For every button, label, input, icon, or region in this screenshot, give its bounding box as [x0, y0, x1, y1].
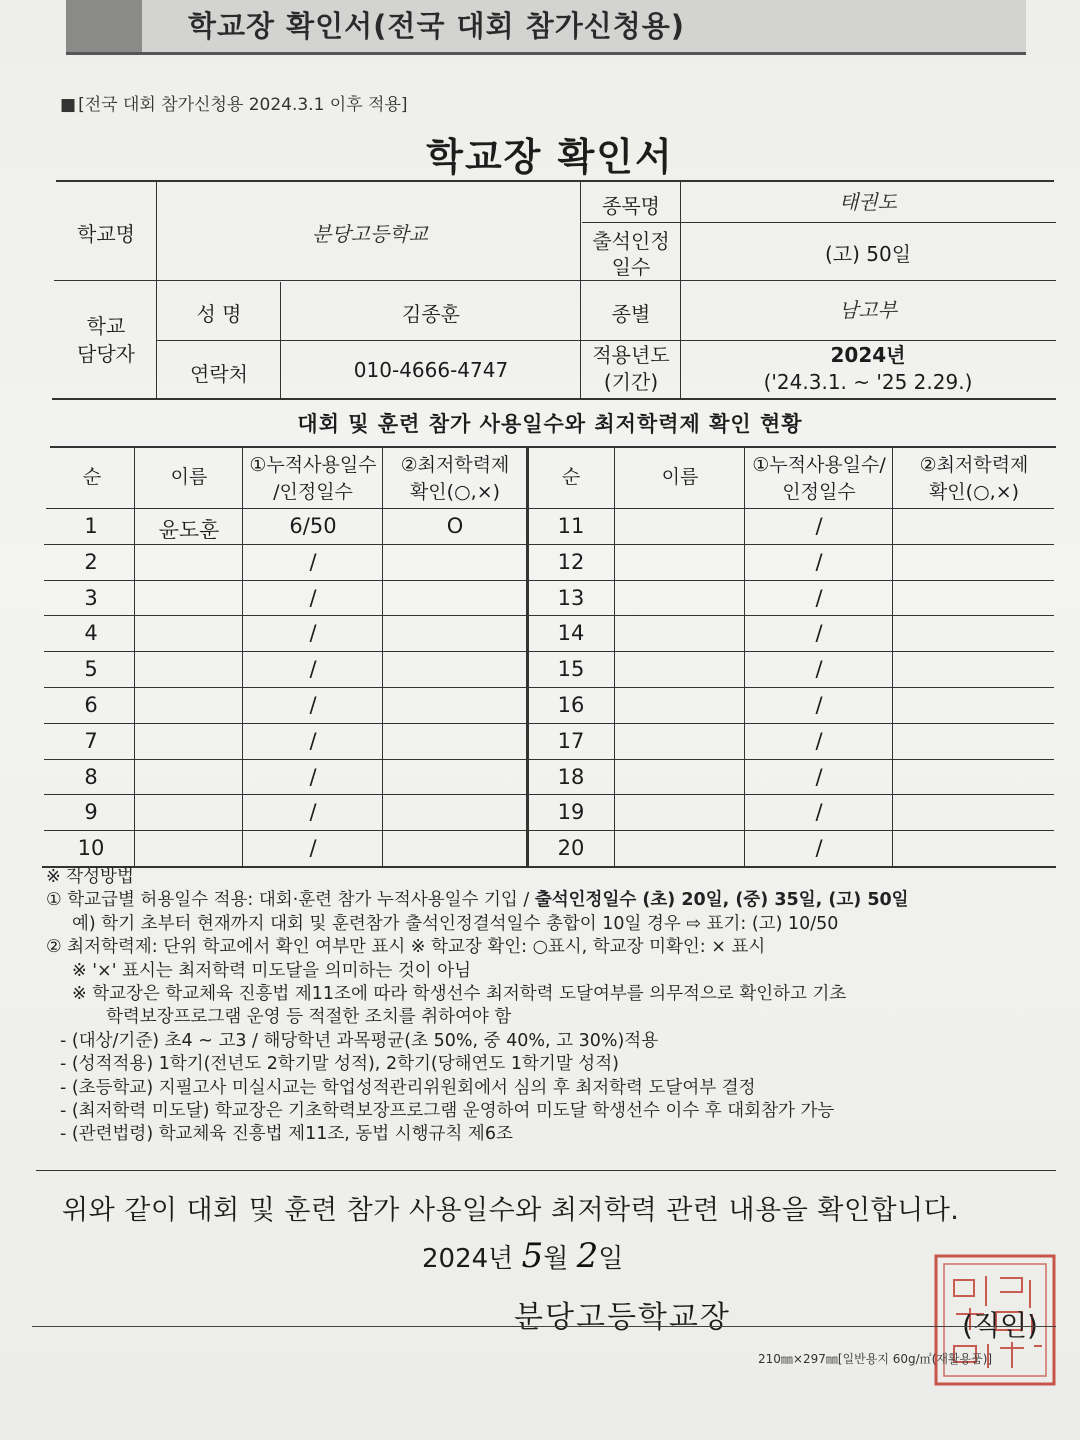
row-check: O	[446, 514, 464, 538]
row-number: 9	[84, 800, 98, 825]
label-school-name: 학교명	[77, 222, 135, 246]
row-days: /	[309, 621, 317, 646]
row-number: 13	[557, 585, 585, 610]
row-days: /	[815, 549, 823, 574]
row-divider	[44, 759, 1054, 760]
row-days: /	[815, 657, 823, 682]
row-divider	[44, 687, 1054, 688]
row-days: /	[309, 728, 317, 753]
header-banner	[66, 0, 1026, 55]
label-attendance-days: 출석인정 일수	[592, 229, 670, 279]
row-number: 10	[77, 836, 105, 861]
header-banner-title: 학교장 확인서(전국 대회 참가신청용)	[188, 9, 686, 43]
instruction-2: ② 최저학력제: 단위 학교에서 확인 여부만 표시 ※ 학교장 확인: ○표시, 학교장 미확인: × 표시	[46, 937, 766, 958]
row-number: 14	[557, 621, 585, 646]
row-days: /	[815, 728, 823, 753]
seal-label: (직인)	[962, 1309, 1038, 1342]
row-days: /	[309, 585, 317, 610]
value-phone: 010-4666-4747	[353, 358, 509, 382]
row-days: /	[815, 800, 823, 825]
row-number: 5	[84, 657, 98, 682]
col-header-no-left: 순	[82, 466, 102, 488]
row-number: 3	[84, 585, 98, 610]
instruction-1: ① 학교급별 허용일수 적용: 대회·훈련 참가 누적사용일수 기입 / 출석인정일수 (초) 20일, (중) 35일, (고) 50일	[46, 890, 909, 911]
instruction-elementary: - (초등학교) 지필고사 미실시교는 학업성적관리위원회에서 심의 후 최저학력 도달여부 결정	[60, 1077, 756, 1098]
principal-name: 분당고등학교장	[514, 1300, 731, 1335]
row-number: 12	[557, 549, 585, 574]
row-divider	[44, 723, 1054, 724]
col-header-check-right: ②최저학력제 확인(○,×)	[919, 454, 1029, 503]
col-header-name-right: 이름	[661, 466, 699, 488]
row-number: 7	[84, 728, 98, 753]
col-header-days-left: ①누적사용일수 /인정일수	[249, 454, 377, 503]
value-attendance-days: (고) 50일	[824, 242, 912, 266]
row-divider	[44, 615, 1054, 616]
row-divider	[44, 830, 1054, 831]
instruction-grade-basis: - (성적적용) 1학기(전년도 2학기말 성적), 2학기(당해연도 1학기말 성적)	[60, 1054, 619, 1075]
row-days: /	[815, 764, 823, 789]
row-days: /	[309, 836, 317, 861]
applicability-note: ■ [전국 대회 참가신청용 2024.3.1 이후 적용]	[60, 90, 408, 115]
row-number: 20	[557, 836, 585, 861]
row-number: 6	[84, 693, 98, 717]
row-divider	[44, 794, 1054, 795]
instruction-2-note-a: ※ '×' 표시는 최저학력 미도달을 의미하는 것이 아님	[72, 960, 472, 981]
row-days: /	[815, 585, 823, 610]
row-days: /	[309, 657, 317, 682]
label-applicable-year: 적용년도 (기간)	[592, 343, 670, 394]
row-days: /	[815, 836, 823, 861]
instruction-not-met: - (최저학력 미도달) 학교장은 기초학력보장프로그램 운영하여 미도달 학생선수 이수 후 대회참가 가능	[60, 1101, 835, 1122]
instruction-2-note-b-cont: 학력보장프로그램 운영 등 적절한 조치를 취하여야 함	[106, 1007, 512, 1028]
row-days: /	[309, 549, 317, 574]
label-division: 종별	[611, 302, 651, 326]
label-phone: 연락처	[190, 362, 248, 386]
row-days: /	[309, 764, 317, 789]
footer-rule	[32, 1326, 1056, 1327]
row-number: 1	[84, 514, 98, 538]
document-title: 학교장 확인서	[426, 135, 674, 179]
row-number: 15	[557, 657, 585, 682]
value-applicable-year: 2024년 ('24.3.1. ~ '25 2.29.)	[763, 343, 973, 394]
col-header-days-right: ①누적사용일수/ 인정일수	[752, 454, 886, 503]
row-number: 11	[557, 514, 585, 538]
label-person-name: 성 명	[196, 302, 242, 326]
confirmation-statement: 위와 같이 대회 및 훈련 참가 사용일수와 최저학력 관련 내용을 확인합니다.	[62, 1195, 960, 1226]
col-header-name-left: 이름	[170, 466, 208, 488]
row-days: /	[309, 693, 317, 717]
paper-spec: 210㎜×297㎜[일반용지 60g/㎡(재활용품)]	[758, 1352, 993, 1366]
row-name: 윤도훈	[158, 518, 220, 542]
instruction-1-example: 예) 학기 초부터 현재까지 대회 및 훈련참가 출석인정결석일수 총합이 10일 경우 ⇨ 표기: (고) 10/50	[72, 913, 839, 934]
row-days: /	[309, 800, 317, 825]
row-divider	[44, 651, 1054, 652]
value-division: 남고부	[839, 298, 897, 322]
signature-date: 2024년 5월 2일	[422, 1236, 624, 1276]
row-number: 8	[84, 764, 98, 789]
col-header-check-left: ②최저학력제 확인(○,×)	[400, 454, 510, 503]
usage-section-title: 대회 및 훈련 참가 사용일수와 최저학력제 확인 현황	[297, 412, 803, 436]
row-divider	[44, 580, 1054, 581]
row-days: /	[815, 514, 823, 538]
row-number: 19	[557, 800, 585, 825]
row-number: 2	[84, 549, 98, 574]
row-days: /	[815, 693, 823, 717]
row-days: /	[815, 621, 823, 646]
label-sport: 종목명	[602, 194, 660, 218]
row-number: 17	[557, 728, 585, 753]
value-sport: 태권도	[839, 190, 897, 214]
instructions-heading: ※ 작성방법	[46, 867, 134, 887]
instruction-target: - (대상/기준) 초4 ~ 고3 / 해당학년 과목평균(초 50%, 중 40%, 고 30%)적용	[60, 1030, 659, 1051]
writing-instructions	[46, 866, 1056, 1147]
row-days: 6/50	[289, 514, 337, 538]
col-header-no-right: 순	[561, 466, 581, 488]
instruction-2-note-b: ※ 학교장은 학교체육 진흥법 제11조에 따라 학생선수 최저학력 도달여부를 의무적으로 확인하고 기초	[72, 984, 847, 1005]
row-number: 4	[84, 621, 98, 646]
value-person-name: 김종훈	[402, 302, 460, 326]
label-school-contact-person: 학교 담당자	[77, 314, 135, 366]
row-number: 18	[557, 764, 585, 789]
row-number: 16	[557, 693, 585, 717]
value-school-name: 분당고등학교	[312, 222, 428, 246]
instruction-related-law: - (관련법령) 학교체육 진흥법 제11조, 동법 시행규칙 제6조	[60, 1124, 513, 1145]
